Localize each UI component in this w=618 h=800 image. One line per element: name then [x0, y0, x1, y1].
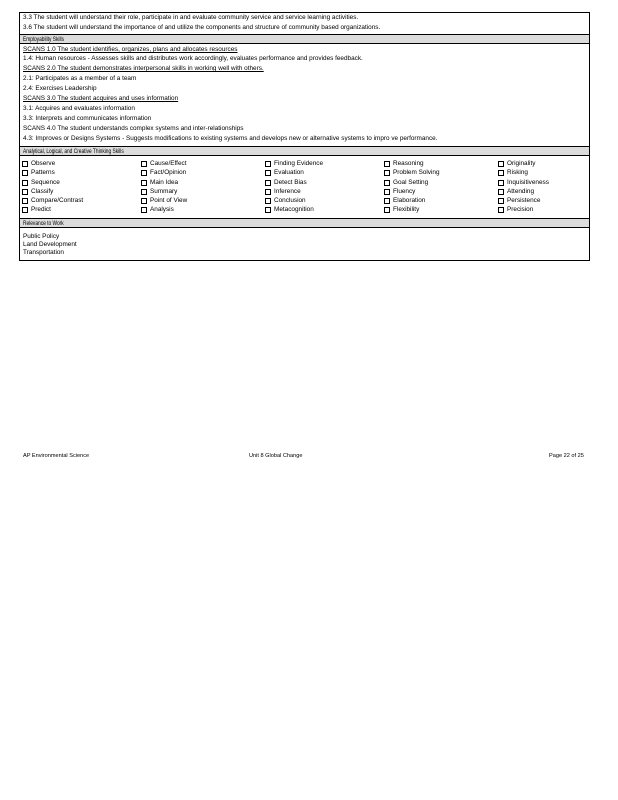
checkbox[interactable]	[498, 170, 504, 176]
footer-page-number: Page 22 of 25	[549, 453, 584, 459]
checkbox[interactable]	[498, 198, 504, 204]
footer-course: AP Environmental Science	[23, 453, 90, 459]
scans-2-1: 2.1: Participates as a member of a team	[23, 75, 137, 82]
checkbox[interactable]	[265, 207, 271, 213]
checkbox[interactable]	[265, 189, 271, 195]
scans-1-0: SCANS 1.0 The student identifies, organizes, plans and allocates resources	[23, 46, 238, 53]
scans-3-1: 3.1: Acquires and evaluates information	[23, 105, 135, 112]
checkbox[interactable]	[498, 161, 504, 167]
standard-3-3: 3.3 The student will understand their role, participate in and evaluate community service and service learning activities.	[23, 14, 359, 21]
checkbox[interactable]	[384, 161, 390, 167]
checkbox[interactable]	[141, 170, 147, 176]
checkbox[interactable]	[384, 170, 390, 176]
checkbox[interactable]	[498, 180, 504, 186]
scans-3-0: SCANS 3.0 The student acquires and uses information	[23, 95, 179, 102]
checkbox[interactable]	[265, 170, 271, 176]
checkbox[interactable]	[498, 189, 504, 195]
checkbox[interactable]	[265, 198, 271, 204]
employability-header-label: Employability Skills	[23, 36, 65, 43]
thinking-skills-header	[20, 146, 589, 156]
relevance-item: Transportation	[23, 249, 64, 256]
relevance-header	[20, 218, 589, 228]
checkbox[interactable]	[22, 170, 28, 176]
checkbox[interactable]	[384, 207, 390, 213]
relevance-item: Public Policy	[23, 233, 60, 240]
thinking-skills-header-label: Analytical, Logical, and Creative Thinking Skills	[23, 148, 124, 155]
checkbox[interactable]	[265, 180, 271, 186]
scans-2-4: 2.4: Exercises Leadership	[23, 85, 97, 92]
checkbox[interactable]	[22, 207, 28, 213]
checkbox[interactable]	[22, 180, 28, 186]
checkbox[interactable]	[141, 207, 147, 213]
checkbox[interactable]	[141, 189, 147, 195]
checkbox[interactable]	[498, 207, 504, 213]
employability-header	[20, 34, 589, 44]
checkbox[interactable]	[22, 189, 28, 195]
checkbox[interactable]	[141, 180, 147, 186]
relevance-header-label: Relevance to Work	[23, 220, 64, 227]
checkbox[interactable]	[265, 161, 271, 167]
checkbox[interactable]	[22, 161, 28, 167]
scans-4-3: 4.3: Improves or Designs Systems - Suggests modifications to existing systems and develops new or alternative systems to impro ve performance.	[23, 135, 438, 142]
scans-1-4: 1.4: Human resources - Assesses skills and distributes work accordingly, evaluates performance and provides feedback.	[23, 55, 363, 62]
standard-3-6: 3.6 The student will understand the importance of and utilize the components and structure of community based organizations.	[23, 24, 381, 31]
scans-2-0: SCANS 2.0 The student demonstrates interpersonal skills in working well with others.	[23, 65, 264, 72]
checkbox[interactable]	[384, 198, 390, 204]
checkbox[interactable]	[384, 180, 390, 186]
checkbox[interactable]	[22, 198, 28, 204]
checkbox[interactable]	[141, 198, 147, 204]
footer-unit: Unit 8 Global Change	[249, 453, 303, 459]
relevance-item: Land Development	[23, 241, 77, 248]
scans-3-3: 3.3: Interprets and communicates information	[23, 115, 152, 122]
standards-table: 3.3 The student will understand their role, participate in and evaluate community service and service learning activities. 3.6 The student will understand the importance of and utilize the components and structure of community based organizations. Employability Skills SCANS 1.0 The student identifies, organizes, plans and allocates resources 1.4: Human resources - Assesses skills and distributes work accordingly, evaluates performance and provides feedback. SCANS 2.0 The student demonstrates interpersonal skills in working well with others. 2.1: Participates as a member of a team 2.4: Exercises Leadership SCANS 3.0 The student acquires and uses information 3.1: Acquires and evaluates information 3.3: Interprets and communicates information SCANS 4.0 The student understands complex systems and inter-relationships 4.3: Improves or Designs Systems - Suggests modifications to existing systems and develops new or alternative systems to impro ve performance. Analytical, Logical, and Creative Thinking Skills Observe Patterns Sequence Classify Compare/Contrast Predict Cause/Effect Fact/Opinion Main Idea Summary Point of View Analysis Finding Evidence Evaluation Detect Bias Inference Conclusion Metacognition Reasoning Problem Solving Goal Setting Fluency Elaboration Flexibility Originality Risking Inquisitiveness Attending Persistence Precision Relevance to Work Public Policy Land Development Transportation	[19, 12, 590, 261]
checkbox[interactable]	[141, 161, 147, 167]
scans-4-0: SCANS 4.0 The student understands complex systems and inter-relationships	[23, 125, 244, 132]
checkbox[interactable]	[384, 189, 390, 195]
